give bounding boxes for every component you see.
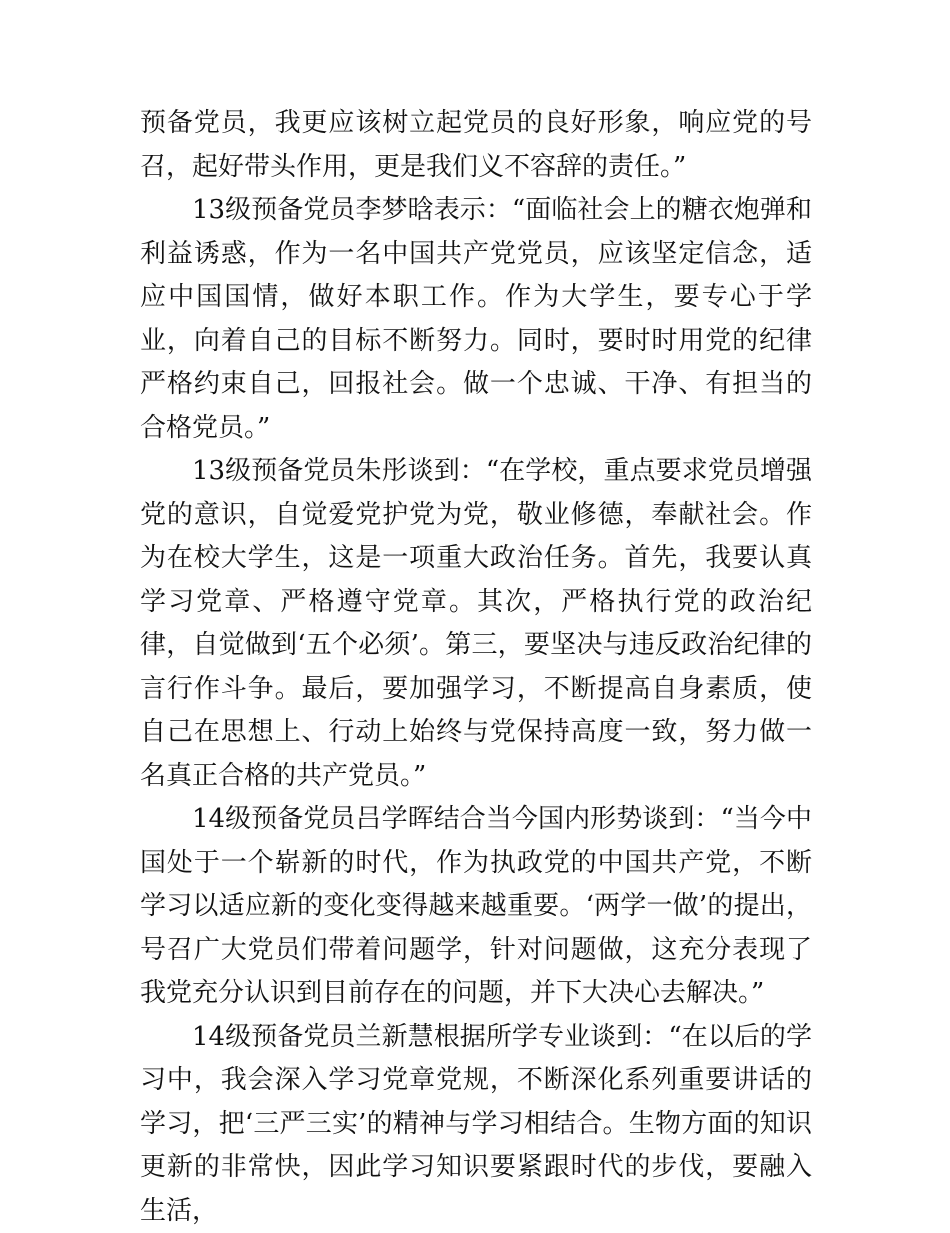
paragraph-continuation: 预备党员，我更应该树立起党员的良好形象，响应党的号召，起好带头作用，更是我们义不容辞的责任。” xyxy=(140,102,812,189)
paragraph-zhu-tong: 13级预备党员朱彤谈到：“在学校，重点要求党员增强党的意识，自觉爱党护党为党，敬业修德，奉献社会。作为在校大学生，这是一项重大政治任务。首先，我要认真学习党章、严格遵守党章。其次，严格执行党的政治纪律，自觉做到‘五个必须’。第三，要坚决与违反政治纪律的言行作斗争。最后，要加强学习，不断提高自身素质，使自己在思想上、行动上始终与党保持高度一致，努力做一名真正合格的共产党员。” xyxy=(140,450,812,798)
document-body xyxy=(140,102,812,1233)
paragraph-lv-xuehui: 14级预备党员吕学晖结合当今国内形势谈到：“当今中国处于一个崭新的时代，作为执政党的中国共产党，不断学习以适应新的变化变得越来越重要。‘两学一做’的提出，号召广大党员们带着问题学，针对问题做，这充分表现了我党充分认识到目前存在的问题，并下大决心去解决。” xyxy=(140,798,812,1016)
paragraph-li-menghan: 13级预备党员李梦晗表示：“面临社会上的糖衣炮弹和利益诱惑，作为一名中国共产党党员，应该坚定信念，适应中国国情，做好本职工作。作为大学生，要专心于学业，向着自己的目标不断努力。同时，要时时用党的纪律严格约束自己，回报社会。做一个忠诚、干净、有担当的合格党员。” xyxy=(140,189,812,450)
paragraph-lan-xinhui: 14级预备党员兰新慧根据所学专业谈到：“在以后的学习中，我会深入学习党章党规，不断深化系列重要讲话的学习，把‘三严三实’的精神与学习相结合。生物方面的知识更新的非常快，因此学习知识要紧跟时代的步伐，要融入生活， xyxy=(140,1016,812,1233)
